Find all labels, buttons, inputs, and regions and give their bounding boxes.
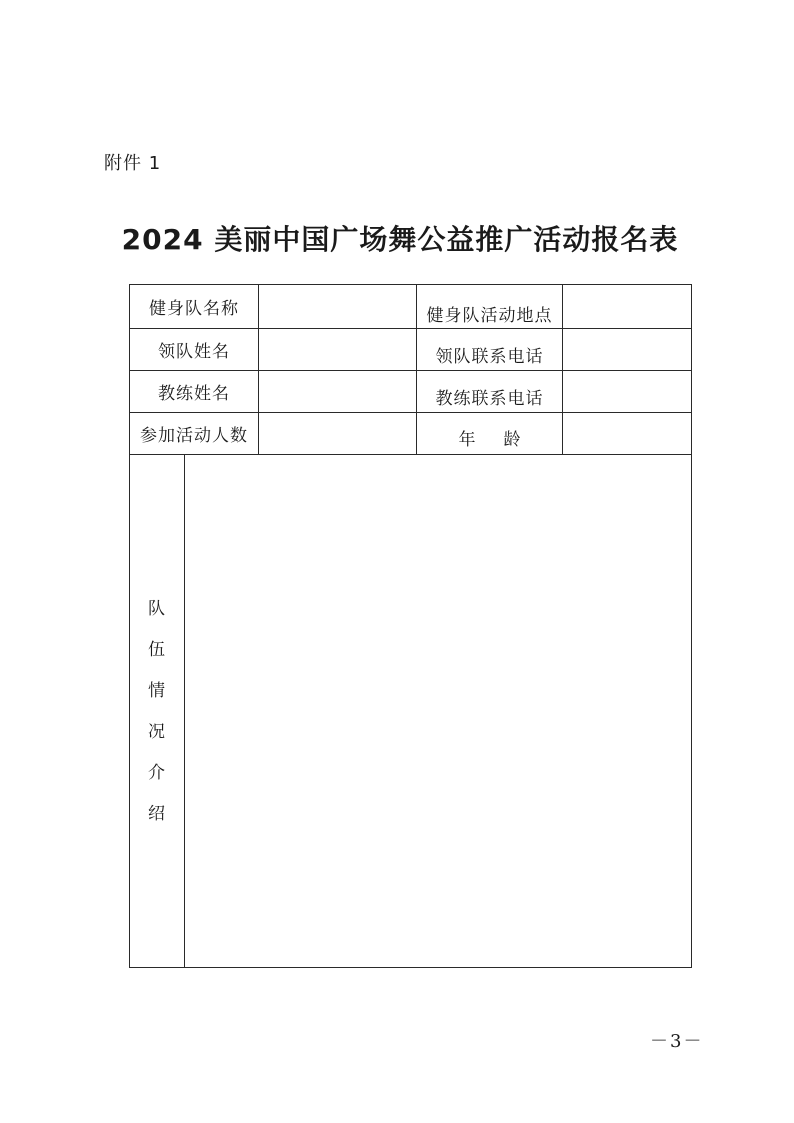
team-introduction-label-char: 介 [148,763,165,783]
team-introduction-label-char: 绍 [148,804,165,824]
coach-phone-field[interactable] [563,371,691,412]
coach-phone-label: 教练联系电话 [435,389,544,409]
age-field[interactable] [563,413,691,454]
coach-name-label: 教练姓名 [158,384,230,404]
team-activity-location-label: 健身队活动地点 [426,306,553,326]
team-introduction-label-char: 情 [148,681,165,701]
table-border-bottom [129,967,692,968]
team-introduction-label [129,456,184,968]
table-border-right [691,284,692,968]
team-name-field[interactable] [259,285,416,328]
team-introduction-field[interactable] [185,456,691,967]
attachment-label: 附件 1 [104,153,162,174]
page-number: －3－ [650,1031,704,1052]
coach-name-field[interactable] [259,371,416,412]
team-introduction-label-char: 伍 [148,640,165,660]
team-leader-phone-label: 领队联系电话 [435,347,544,367]
team-leader-name-field[interactable] [259,329,416,370]
age-label: 年龄 [458,430,549,450]
team-leader-phone-field[interactable] [563,329,691,370]
team-introduction-label-char: 况 [148,722,165,742]
team-introduction-label-char: 队 [148,599,165,619]
page-title: 2024 美丽中国广场舞公益推广活动报名表 [121,223,679,256]
team-name-label: 健身队名称 [149,299,239,319]
participant-count-label: 参加活动人数 [140,426,248,446]
team-activity-location-field[interactable] [563,285,691,328]
registration-form-table [129,284,692,968]
team-leader-name-label: 领队姓名 [158,342,230,362]
participant-count-field[interactable] [259,413,416,454]
table-row-divider [129,454,692,455]
